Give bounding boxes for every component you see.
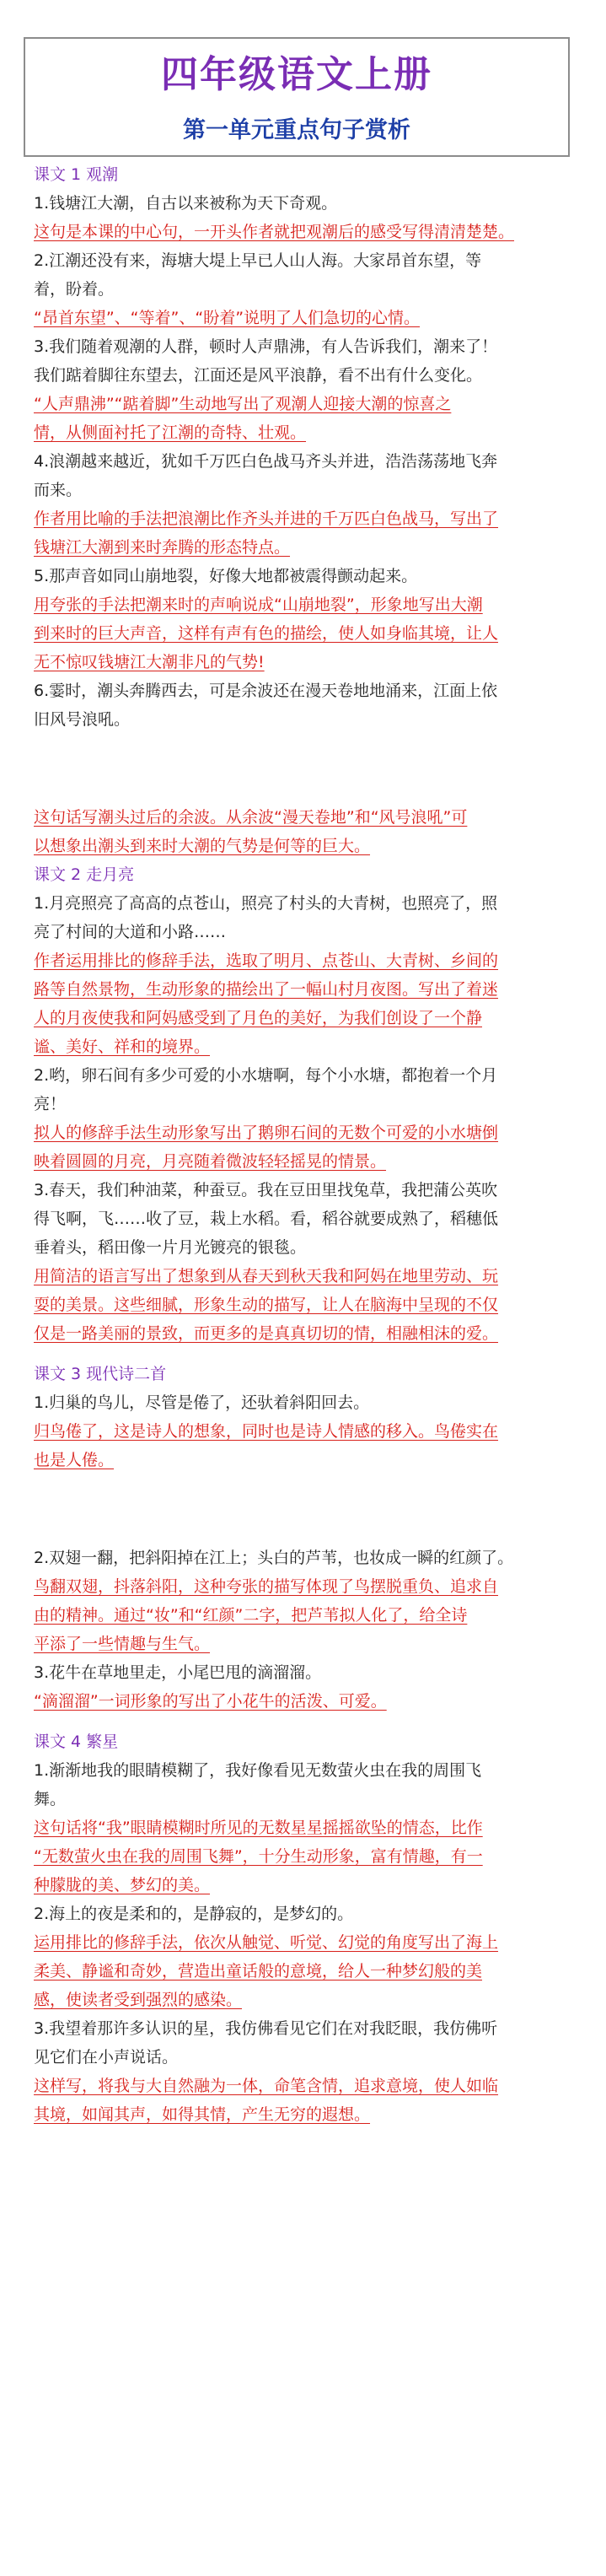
analysis-text: 以想象出潮头到来时大潮的气势是何等的巨大。 xyxy=(34,837,371,855)
page-title: 四年级语文上册 xyxy=(161,53,432,96)
sentence-line: 得飞啊，飞……收了豆，栽上水稻。看，稻谷就要成熟了，稻穗低 xyxy=(34,1210,499,1228)
sentence-line: 2.哟，卵石间有多少可爱的小水塘啊，每个小水塘，都抱着一个月 xyxy=(34,1066,498,1085)
analysis-line xyxy=(34,648,573,676)
analysis-line xyxy=(34,1957,573,1986)
content-body xyxy=(34,160,573,2129)
analysis-line xyxy=(34,946,573,975)
sentence-line: 见它们在小声说话。 xyxy=(34,2048,179,2067)
sentence-line: 舞。 xyxy=(34,1790,67,1808)
sentence-line: 着，盼着。 xyxy=(34,280,115,299)
analysis-line xyxy=(34,1147,573,1176)
analysis-text: 归鸟倦了，这是诗人的想象，同时也是诗人情感的移入。鸟倦实在 xyxy=(34,1422,499,1441)
analysis-line xyxy=(34,1842,573,1871)
sentence-line: 5.那声音如同山崩地裂，好像大地都被震得颤动起来。 xyxy=(34,567,418,585)
analysis-text: 仅是一路美丽的景致，而更多的是真真切切的情，相融相沫的爱。 xyxy=(34,1324,499,1343)
analysis-text: 用夸张的手法把潮来时的声响说成“山崩地裂”，形象地写出大潮 xyxy=(34,595,483,614)
analysis-line xyxy=(34,1687,573,1716)
analysis-line xyxy=(34,218,573,246)
analysis-text: 无不惊叹钱塘江大潮非凡的气势! xyxy=(34,653,265,671)
sentence-line: 亮！ xyxy=(34,1095,67,1113)
sentence-line: 亮了村间的大道和小路…… xyxy=(34,923,227,941)
sentence-line: 3.春天，我们种油菜，种蚕豆。我在豆田里找兔草，我把蒲公英吹 xyxy=(34,1181,498,1199)
analysis-text: 路等自然景物，生动形象的描绘出了一幅山村月夜图。写出了着迷 xyxy=(34,980,499,999)
analysis-line xyxy=(34,803,573,832)
analysis-text: 这句是本课的中心句，一开头作者就把观潮后的感受写得清清楚楚。 xyxy=(34,223,515,241)
sentence-line: 1.渐渐地我的眼睛模糊了，我好像看见无数萤火虫在我的周围飞 xyxy=(34,1761,482,1780)
lesson-heading: 课文 1 观潮 xyxy=(34,165,119,184)
sentence-line: 4.浪潮越来越近，犹如千万匹白色战马齐头并进，浩浩荡荡地飞奔 xyxy=(34,452,498,471)
analysis-line xyxy=(34,390,573,418)
analysis-line xyxy=(34,590,573,619)
analysis-line xyxy=(34,418,573,447)
analysis-line xyxy=(34,1928,573,1957)
sentence-line: 3.我们随着观潮的人群，顿时人声鼎沸，有人告诉我们，潮来了！ xyxy=(34,337,498,356)
sentence-line: 旧风号浪吼。 xyxy=(34,710,131,729)
lesson-heading: 课文 2 走月亮 xyxy=(34,865,135,884)
analysis-text: 作者用比喻的手法把浪潮比作齐头并进的千万匹白色战马，写出了 xyxy=(34,509,499,528)
sentence-line: 2.双翅一翻，把斜阳掉在江上；头白的芦苇，也妆成一瞬的红颜了。 xyxy=(34,1549,514,1567)
analysis-text: 人的月夜使我和阿妈感受到了月色的美好，为我们创设了一个静 xyxy=(34,1009,483,1027)
analysis-line xyxy=(34,1601,573,1630)
sentence-line: 1.钱塘江大潮，自古以来被称为天下奇观。 xyxy=(34,194,338,213)
analysis-text: 这样写，将我与大自然融为一体，命笔含情，追求意境，使人如临 xyxy=(34,2077,499,2095)
analysis-text: 作者运用排比的修辞手法，选取了明月、点苍山、大青树、乡间的 xyxy=(34,951,499,970)
analysis-text: 拟人的修辞手法生动形象写出了鹅卵石间的无数个可爱的小水塘倒 xyxy=(34,1124,499,1142)
analysis-text: 到来时的巨大声音，这样有声有色的描绘，使人如身临其境，让人 xyxy=(34,624,499,643)
lesson-heading: 课文 3 现代诗二首 xyxy=(34,1365,167,1383)
analysis-text: 种朦胧的美、梦幻的美。 xyxy=(34,1876,211,1894)
sentence-line: 而来。 xyxy=(34,481,83,499)
sentence-line: 3.花牛在草地里走，小尾巴甩的滴溜溜。 xyxy=(34,1663,322,1682)
analysis-text: 用简洁的语言写出了想象到从春天到秋天我和阿妈在地里劳动、玩 xyxy=(34,1267,499,1285)
analysis-line xyxy=(34,1291,573,1319)
analysis-line xyxy=(34,1871,573,1900)
title-box xyxy=(24,37,570,157)
analysis-text: 柔美、静谧和奇妙，营造出童话般的意境，给人一种梦幻般的美 xyxy=(34,1962,483,1981)
analysis-line xyxy=(34,1319,573,1348)
analysis-line xyxy=(34,1986,573,2014)
analysis-text: “滴溜溜”一词形象的写出了小花牛的活泼、可爱。 xyxy=(34,1692,387,1711)
analysis-text: 运用排比的修辞手法，依次从触觉、听觉、幻觉的角度写出了海上 xyxy=(34,1933,499,1952)
analysis-line xyxy=(34,1262,573,1291)
sentence-line: 2.江潮还没有来，海塘大堤上早已人山人海。大家昂首东望，等 xyxy=(34,251,482,270)
sentence-line: 2.海上的夜是柔和的，是静寂的，是梦幻的。 xyxy=(34,1905,354,1923)
sentence-line: 我们踮着脚往东望去，江面还是风平浪静，看不出有什么变化。 xyxy=(34,366,483,385)
analysis-line xyxy=(34,1630,573,1658)
page-subtitle: 第一单元重点句子赏析 xyxy=(183,117,410,143)
analysis-text: 情，从侧面衬托了江潮的奇特、壮观。 xyxy=(34,423,307,442)
sentence-line: 6.霎时，潮头奔腾西去，可是余波还在漫天卷地地涌来，江面上依 xyxy=(34,682,498,700)
analysis-text: 鸟翻双翅，抖落斜阳，这种夸张的描写体现了鸟摆脱重负、追求自 xyxy=(34,1577,499,1596)
sentence-line: 1.月亮照亮了高高的点苍山，照亮了村头的大青树，也照亮了，照 xyxy=(34,894,498,913)
sentence-line: 1.归巢的鸟儿，尽管是倦了，还驮着斜阳回去。 xyxy=(34,1393,370,1412)
analysis-line xyxy=(34,1572,573,1601)
analysis-line xyxy=(34,1417,573,1446)
analysis-text: 映着圆圆的月亮，月亮随着微波轻轻摇晃的情景。 xyxy=(34,1152,387,1171)
lesson-heading: 课文 4 繁星 xyxy=(34,1733,119,1751)
analysis-line xyxy=(34,304,573,332)
analysis-line xyxy=(34,504,573,533)
analysis-text: 感，使读者受到强烈的感染。 xyxy=(34,1991,243,2009)
analysis-text: 钱塘江大潮到来时奔腾的形态特点。 xyxy=(34,538,291,557)
analysis-text: “无数萤火虫在我的周围飞舞”，十分生动形象，富有情趣，有一 xyxy=(34,1847,483,1866)
analysis-line xyxy=(34,1446,573,1474)
analysis-line xyxy=(34,2072,573,2100)
analysis-line xyxy=(34,975,573,1004)
analysis-line xyxy=(34,533,573,562)
analysis-text: 这句话写潮头过后的余波。从余波“漫天卷地”和“风号浪吼”可 xyxy=(34,808,468,827)
analysis-text: 谧、美好、祥和的境界。 xyxy=(34,1037,211,1056)
analysis-line xyxy=(34,1813,573,1842)
analysis-line xyxy=(34,2100,573,2129)
sentence-line: 垂着头，稻田像一片月光镀亮的银毯。 xyxy=(34,1238,307,1257)
analysis-line xyxy=(34,619,573,648)
analysis-text: 耍的美景。这些细腻，形象生动的描写，让人在脑海中呈现的不仅 xyxy=(34,1296,499,1314)
analysis-text: “人声鼎沸”“踮着脚”生动地写出了观潮人迎接大潮的惊喜之 xyxy=(34,395,452,413)
analysis-text: 由的精神。通过“妆”和“红颜”二字，把芦苇拟人化了，给全诗 xyxy=(34,1606,468,1625)
analysis-text: “昂首东望”、“等着”、“盼着”说明了人们急切的心情。 xyxy=(34,309,421,327)
analysis-line xyxy=(34,832,573,860)
analysis-line xyxy=(34,1118,573,1147)
analysis-line xyxy=(34,1032,573,1061)
analysis-text: 平添了一些情趣与生气。 xyxy=(34,1635,211,1653)
analysis-text: 这句话将“我”眼睛模糊时所见的无数星星摇摇欲坠的情态，比作 xyxy=(34,1819,483,1837)
analysis-text: 其境，如闻其声，如得其情，产生无穷的遐想。 xyxy=(34,2105,371,2124)
analysis-line xyxy=(34,1004,573,1032)
analysis-text: 也是人倦。 xyxy=(34,1451,115,1469)
sentence-line: 3.我望着那许多认识的星，我仿佛看见它们在对我眨眼，我仿佛听 xyxy=(34,2019,498,2038)
